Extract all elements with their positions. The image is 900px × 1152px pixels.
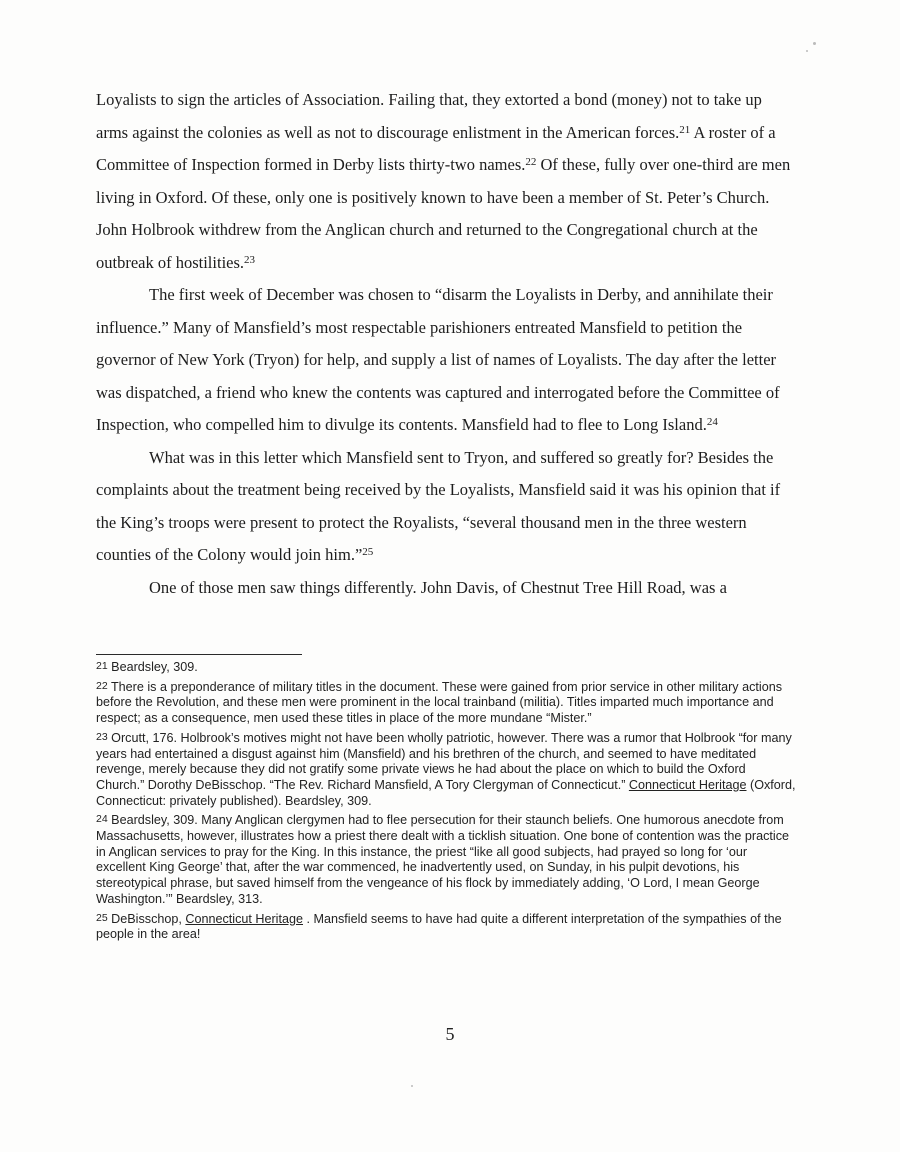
text-run: (Oxford, Connecticut: privately published). Beardsley, 309.	[96, 777, 796, 808]
underlined-title: Connecticut Heritage	[185, 911, 303, 926]
body-text	[96, 84, 796, 604]
scan-speck	[806, 50, 808, 52]
footnote-number: 24	[96, 813, 108, 826]
footnote-reference: 23	[244, 253, 256, 266]
page-number: 5	[445, 1024, 455, 1044]
text-run: Of these, fully over one-third are men living in Oxford. Of these, only one is positively known to have been a member of St. Peter’s Church. John Holbrook withdrew from the Anglican church and returned to the Congregational church at the outbreak of hostilities.	[96, 155, 791, 272]
footnote-number: 21	[96, 660, 108, 672]
footnote-separator	[96, 654, 302, 655]
footnote-reference: 22	[525, 156, 537, 168]
footnote-reference: 21	[679, 123, 691, 136]
text-run: Beardsley, 309.	[107, 660, 198, 674]
text-run: DeBisschop,	[107, 911, 186, 926]
footnote-reference: 24	[706, 416, 718, 428]
footnote	[96, 731, 796, 810]
text-run: There is a preponderance of military titles in the document. These were gained from prior service in other military actions before the Revolution, and these men were prominent in the local trainband (militia). Titles imparted much importance and respect; as a consequence, men used these titles in place of the more mundane “Mister.”	[96, 679, 783, 726]
paragraph	[96, 84, 796, 279]
text-run: One of those men saw things differently. John Davis, of Chestnut Tree Hill Road, was a	[149, 577, 727, 597]
paragraph	[96, 442, 796, 572]
text-run: A roster of a Committee of Inspection formed in Derby lists thirty-two names.	[96, 122, 776, 174]
paragraph	[96, 279, 796, 442]
scan-speck	[411, 1085, 413, 1087]
footnote-reference: 25	[362, 546, 374, 558]
footnote	[96, 660, 796, 676]
footnote	[96, 912, 796, 943]
footnotes	[96, 660, 796, 947]
footnote	[96, 813, 796, 907]
text-run: What was in this letter which Mansfield sent to Tryon, and suffered so greatly for? Besides the complaints about the treatment being received by the Loyalists, Mansfield said it was his opinion that if the King’s troops were present to protect the Royalists, “several thousand men in the three western counties of the Colony would join him.”	[96, 447, 781, 564]
text-run: . Mansfield seems to have had quite a different interpretation of the sympathies of the people in the area!	[96, 911, 782, 942]
footnote-number: 23	[96, 730, 108, 743]
footnote-number: 22	[96, 679, 108, 692]
text-run: Orcutt, 176. Holbrook’s motives might not have been wholly patriotic, however. There was a rumor that Holbrook “for many years had entertained a disgust against him (Mansfield) and his brethren of the church, and seemed to have meditated revenge, merely because they did not gratify some private views he had about the place on which to build the Oxford Church.” Dorothy DeBisschop. “The Rev. Richard Mansfield, A Tory Clergyman of Connecticut.”	[96, 730, 792, 792]
underlined-title: Connecticut Heritage	[628, 777, 747, 792]
text-run: Loyalists to sign the articles of Association. Failing that, they extorted a bond (money) not to take up arms against the colonies as well as not to discourage enlistment in the American forces.	[96, 90, 762, 142]
footnote	[96, 680, 796, 727]
footnote-number: 25	[96, 911, 108, 924]
text-run: The first week of December was chosen to “disarm the Loyalists in Derby, and annihilate their influence.” Many of Mansfield’s most respectable parishioners entreated Mansfield to petition the governor of New York (Tryon) for help, and supply a list of names of Loyalists. The day after the letter was dispatched, a friend who knew the contents was captured and interrogated before the Committee of Inspection, who compelled him to divulge its contents. Mansfield had to flee to Long Island.	[96, 285, 780, 434]
paragraph	[96, 572, 796, 605]
scan-speck	[813, 42, 816, 45]
text-run: Beardsley, 309. Many Anglican clergymen had to flee persecution for their staunch beliefs. One humorous anecdote from Massachusetts, however, illustrates how a priest there dealt with a ticklish situation. One bone of contention was the practice in Anglican services to pray for the King. In this instance, the priest “like all good subjects, had prayed so long for ‘our excellent King George’ that, after the war commenced, he inadvertently used, on Sunday, in his pulpit devotions, his stereotypical phrase, but saved himself from the vengeance of his flock by immediately adding, ‘O Lord, I mean George Washington.’” Beardsley, 313.	[96, 813, 790, 906]
